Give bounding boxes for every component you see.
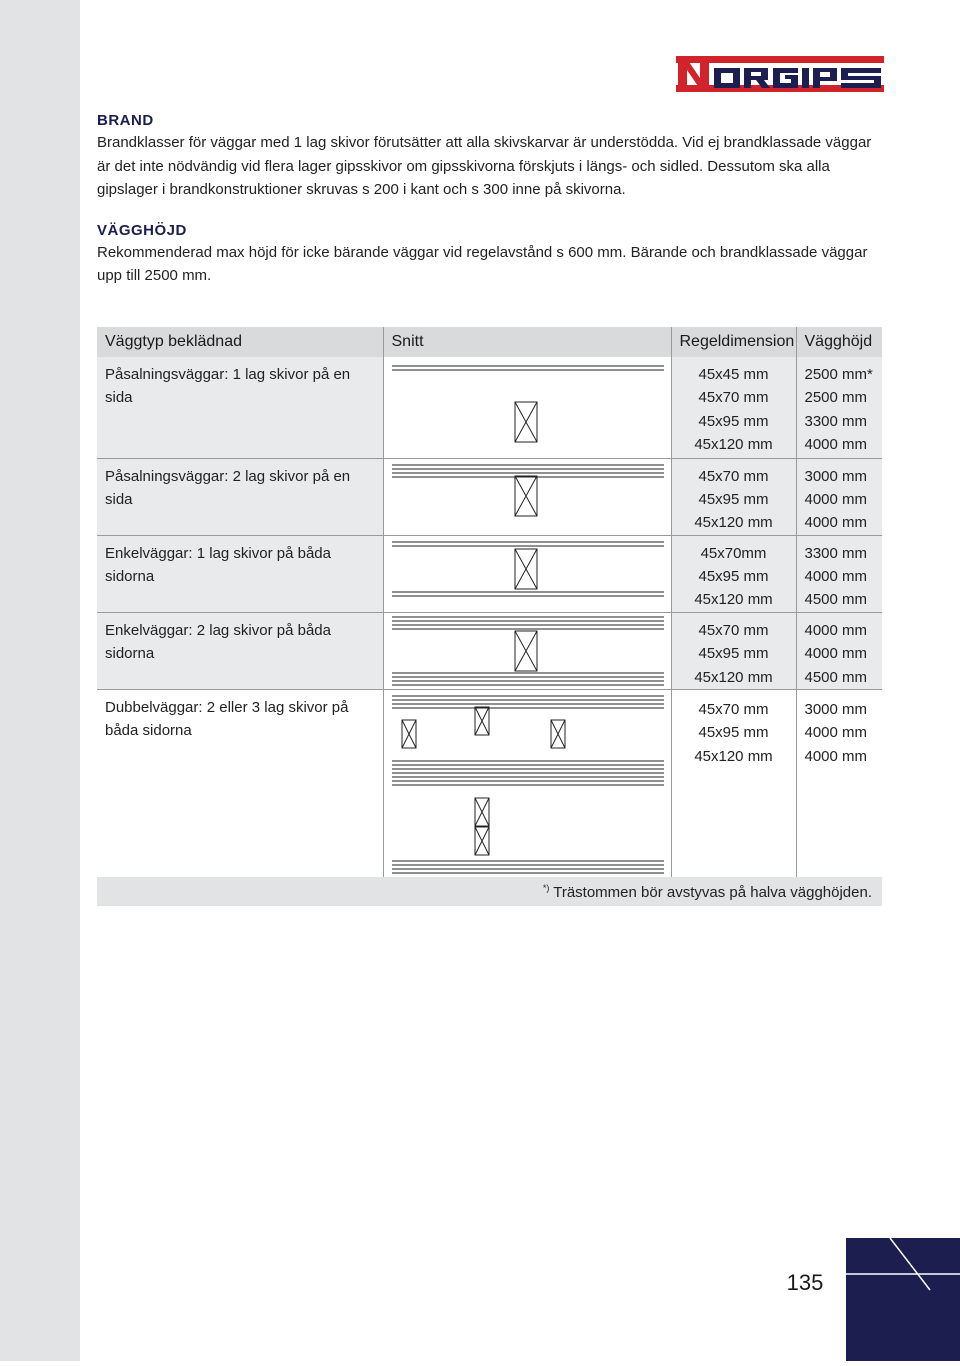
section-drawing: [383, 458, 671, 535]
table-footnote: [97, 877, 882, 906]
wall-types-table: [97, 327, 882, 906]
height-value: 4000 mm: [804, 621, 868, 639]
height-value: 4000 mm: [804, 747, 868, 765]
height-value: 3000 mm: [804, 701, 868, 719]
section-drawing: [383, 690, 671, 878]
intro-text-block: [97, 112, 887, 288]
col-header-height: Vägghöjd: [796, 327, 882, 357]
section-drawing: [383, 357, 671, 458]
col-header-dimension: Regeldimension: [671, 327, 796, 357]
wall-type-label: Enkelväggar: 2 lag skivor på båda sidorna: [105, 621, 331, 663]
wall-type-label: Enkelväggar: 1 lag skivor på båda sidorna: [105, 544, 331, 586]
dimension-value: 45x120 mm: [694, 747, 773, 765]
height-value: 4000 mm: [804, 514, 868, 532]
dimension-value: 45x120 mm: [694, 514, 773, 532]
footnote-text: Trästommen bör avstyvas på halva vägghöjden.: [553, 883, 872, 901]
height-value: 4000 mm: [804, 490, 868, 508]
dimension-value: 45x70mm: [700, 544, 767, 562]
section-drawing: [383, 535, 671, 612]
height-value: 4000 mm: [804, 436, 868, 454]
table-row: [97, 612, 882, 689]
brand-heading: BRAND: [97, 112, 154, 129]
dimension-value: 45x95 mm: [698, 568, 769, 586]
dimension-value: 45x70 mm: [698, 701, 769, 719]
height-value: 4000 mm: [804, 724, 868, 742]
dimension-value: 45x120 mm: [694, 668, 773, 686]
brand-paragraph: Brandklasser för väggar med 1 lag skivor förutsätter att alla skivskarvar är understödda. Vid ej brandklassade väggar är det inte nödvändig vid flera lager gipsskivor om gipsskivorna förskjuts i längs- och sidled. Dessutom ska alla gipslager i brandkonstruktioner skruvas s 200 i kant och s 300 inne på skivorna.: [97, 134, 872, 198]
dimension-value: 45x95 mm: [698, 490, 769, 508]
wall-type-label: Dubbelväggar: 2 eller 3 lag skivor på båda sidorna: [105, 699, 349, 740]
col-header-snitt: Snitt: [383, 327, 671, 357]
col-header-type: Väggtyp beklädnad: [97, 327, 383, 357]
height-value: 3300 mm: [804, 544, 868, 562]
height-value: 3300 mm: [804, 412, 868, 430]
dimension-value: 45x70 mm: [698, 389, 769, 407]
dimension-value: 45x45 mm: [698, 366, 769, 383]
table-row: [97, 357, 882, 458]
footnote-mark: *): [542, 882, 550, 893]
height-value: 2500 mm*: [804, 366, 873, 383]
dimension-value: 45x95 mm: [698, 412, 769, 430]
corner-graphic: [846, 1238, 960, 1361]
table-footnote-row: [97, 877, 882, 906]
wall-type-label: Påsalningsväggar: 2 lag skivor på en sida: [105, 467, 351, 508]
section-drawing: [383, 612, 671, 689]
dimension-value: 45x120 mm: [694, 436, 773, 454]
page-number: 135: [786, 1270, 824, 1295]
height-value: 4000 mm: [804, 645, 868, 663]
table-row: [97, 458, 882, 535]
dimension-value: 45x70 mm: [698, 621, 769, 639]
height-value: 4500 mm: [804, 591, 868, 609]
dimension-value: 45x120 mm: [694, 591, 773, 609]
table-row: [97, 690, 882, 878]
wall-type-label: Påsalningsväggar: 1 lag skivor på en sida: [105, 366, 351, 407]
page-sidebar-band: [0, 0, 80, 1361]
table-row: [97, 535, 882, 612]
height-value: 4500 mm: [804, 668, 868, 686]
height-value: 2500 mm: [804, 389, 868, 407]
dimension-value: 45x70 mm: [698, 467, 769, 485]
height-value: 3000 mm: [804, 467, 868, 485]
norgips-logo: [676, 56, 884, 92]
vagghojd-paragraph: Rekommenderad max höjd för icke bärande väggar vid regelavstånd s 600 mm. Bärande och brandklassade väggar upp till 2500 mm.: [97, 243, 868, 284]
dimension-value: 45x95 mm: [698, 645, 769, 663]
vagghojd-heading: VÄGGHÖJD: [97, 221, 187, 239]
dimension-value: 45x95 mm: [698, 724, 769, 742]
height-value: 4000 mm: [804, 568, 868, 586]
